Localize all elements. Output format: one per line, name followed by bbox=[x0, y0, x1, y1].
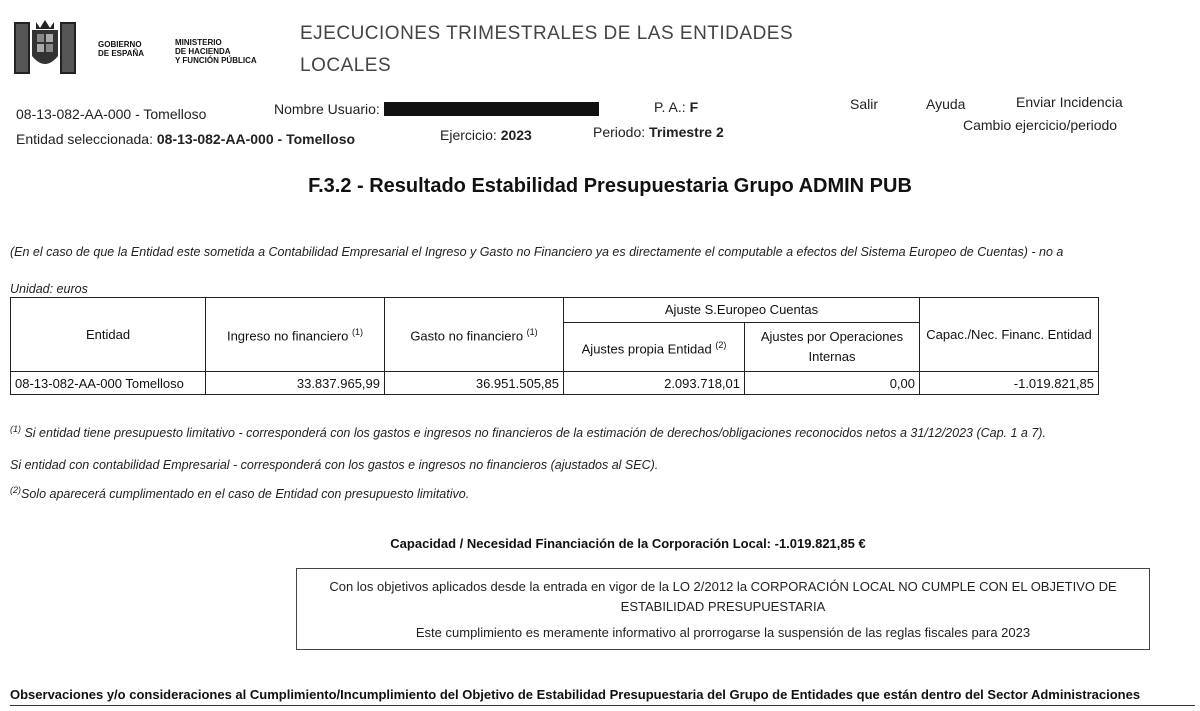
header-ingreso: Ingreso no financiero $^{(1)}$ bbox=[206, 298, 385, 372]
ejercicio-value: 2023 bbox=[500, 127, 532, 143]
results-table bbox=[10, 297, 1099, 395]
user-label: Nombre Usuario: bbox=[274, 101, 380, 117]
periodo-label: Periodo: bbox=[593, 124, 646, 140]
observaciones-heading: Observaciones y/o consideraciones al Cumplimiento/Incumplimiento del Objetivo de Estabilidad Presupuestaria del Grupo de Entidades que están dentro del Sector Administraciones bbox=[10, 687, 1141, 702]
compliance-box bbox=[296, 568, 1150, 650]
cell-ajustes-propia: 2.093.718,01 bbox=[564, 372, 745, 395]
selected-entity bbox=[16, 131, 355, 147]
footnote-2: $^{(2)}$Solo aparecerá cumplimentado en el caso de Entidad con presupuesto limitativo. bbox=[10, 485, 470, 502]
ejercicio-field bbox=[440, 127, 532, 143]
redacted-username bbox=[384, 102, 599, 116]
cambio-ejercicio-link[interactable]: Cambio ejercicio/periodo bbox=[963, 117, 1118, 133]
selected-entity-label: Entidad seleccionada: bbox=[16, 131, 153, 147]
header-ajuste-group: Ajuste S.Europeo Cuentas bbox=[564, 298, 920, 323]
observaciones-divider bbox=[10, 705, 1195, 706]
compliance-note: Este cumplimiento es meramente informativo al prorrogarse la suspensión de las reglas fiscales para 2023 bbox=[415, 625, 1031, 640]
footnote-1-mark: (1) bbox=[10, 424, 21, 434]
enviar-incidencia-link[interactable]: Enviar Incidencia bbox=[1016, 94, 1123, 110]
user-field bbox=[274, 101, 599, 117]
cell-gasto: 36.951.505,85 bbox=[385, 372, 564, 395]
selected-entity-value: 08-13-082-AA-000 - Tomelloso bbox=[156, 131, 356, 147]
capacidad-summary: Capacidad / Necesidad Financiación de la Corporación Local: -1.019.821,85 € bbox=[390, 536, 866, 551]
footnote-1b: Si entidad con contabilidad Empresarial - corresponderá con los gastos e ingresos no financieros (ajustados al SEC). bbox=[10, 458, 659, 472]
footnote-2-mark: (2) bbox=[10, 485, 21, 495]
page-title: F.3.2 - Resultado Estabilidad Presupuestaria Grupo ADMIN PUB bbox=[308, 175, 912, 197]
intro-note: (En el caso de que la Entidad este sometida a Contabilidad Empresarial el Ingreso y Gasto no Financiero ya es directamente el computable a efectos del Sistema Europeo de Cuentas) - no a bbox=[10, 245, 1064, 259]
cell-ajustes-ops: 0,00 bbox=[745, 372, 920, 395]
unit-note: Unidad: euros bbox=[10, 282, 88, 296]
salir-link[interactable]: Salir bbox=[850, 96, 879, 112]
cell-ingreso: 33.837.965,99 bbox=[206, 372, 385, 395]
cell-capac: -1.019.821,85 bbox=[920, 372, 1099, 395]
header-ajustes-propia: Ajustes propia Entidad $^{(2)}$ bbox=[564, 323, 745, 372]
table-row bbox=[11, 372, 1099, 395]
ministry-text: MINISTERIO DE HACIENDA Y FUNCIÓN PÚBLICA bbox=[175, 38, 257, 65]
periodo-field bbox=[593, 124, 724, 140]
entity-code: 08-13-082-AA-000 - Tomelloso bbox=[16, 106, 207, 122]
compliance-message: Con los objetivos aplicados desde la entrada en vigor de la LO 2/2012 la CORPORACIÓN LOCAL NO CUMPLE CON EL OBJETIVO DE ESTABILIDAD PRESUPUESTARIA bbox=[329, 579, 1117, 614]
header-gasto: Gasto no financiero $^{(1)}$ bbox=[385, 298, 564, 372]
ejercicio-label: Ejercicio: bbox=[440, 127, 497, 143]
pa-value: F bbox=[689, 99, 699, 115]
ayuda-link[interactable]: Ayuda bbox=[926, 96, 966, 112]
header-capac: Capac./Nec. Financ. Entidad bbox=[920, 298, 1099, 372]
periodo-value: Trimestre 2 bbox=[649, 124, 724, 140]
header-ajustes-ops: Ajustes por Operaciones Internas bbox=[745, 323, 920, 372]
gov-text: GOBIERNO DE ESPAÑA bbox=[98, 40, 145, 58]
government-logo bbox=[10, 18, 300, 90]
pa-label: P. A.: bbox=[654, 99, 686, 115]
footnote-1: $^{(1)}$ Si entidad tiene presupuesto limitativo - corresponderá con los gastos e ingresos no financieros de la estimación de derechos/obligaciones reconocidos netos a 31/12/2023 (Cap. 1 a 7). bbox=[10, 424, 1046, 441]
cell-entidad: 08-13-082-AA-000 Tomelloso bbox=[11, 372, 206, 395]
app-title: EJECUCIONES TRIMESTRALES DE LAS ENTIDADES LOCALES bbox=[300, 23, 794, 76]
pa-field bbox=[654, 99, 698, 115]
header-entidad: Entidad bbox=[11, 298, 206, 372]
coat-of-arms-icon bbox=[10, 18, 80, 78]
